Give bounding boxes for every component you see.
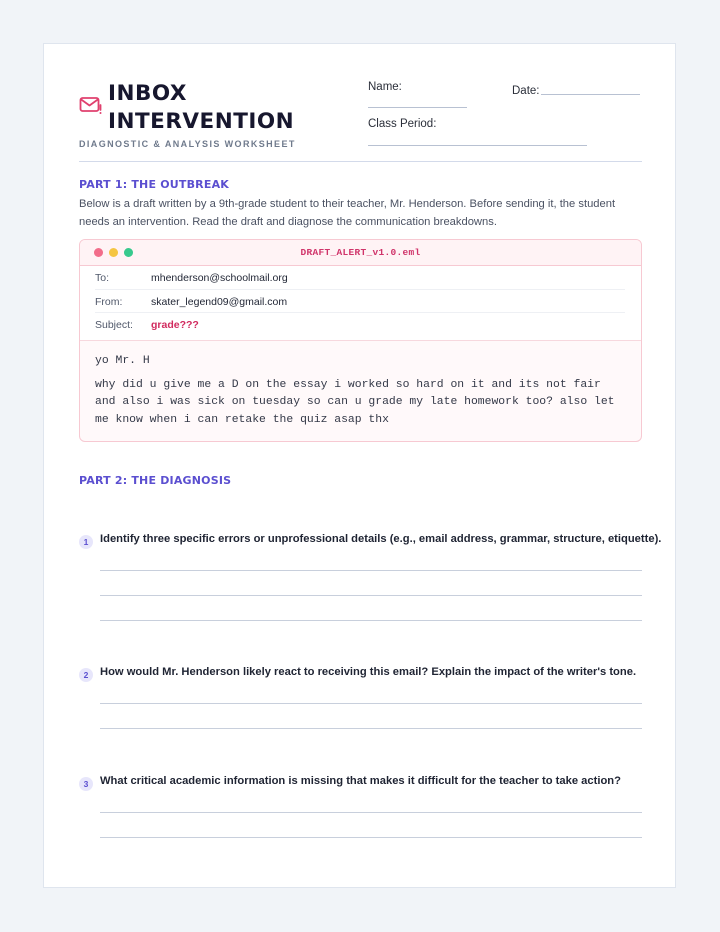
question-number: 3 [79, 777, 93, 791]
part1-intro: Below is a draft written by a 9th-grade student to their teacher, Mr. Henderson. Before sending it, the student needs an intervention. Read the draft and diagnose the communication breakdowns. [79, 198, 616, 228]
answer-line[interactable] [100, 837, 642, 838]
from-address: skater_legend09@gmail.com [151, 295, 288, 308]
answer-line[interactable] [100, 728, 642, 729]
email-to-row [95, 266, 625, 290]
name-field[interactable] [368, 107, 467, 108]
to-label: To: [95, 272, 110, 284]
email-body: why did u give me a D on the essay i worked so hard on it and its not fair and also i was sick on tuesday so can u grade my late homework too? also let me know when i can retake the quiz asap thx [95, 378, 615, 426]
part2-heading: PART 2: THE DIAGNOSIS [79, 474, 232, 487]
email-headers [80, 266, 641, 341]
from-label: From: [95, 295, 123, 308]
part1-heading: PART 1: THE OUTBREAK [79, 178, 230, 191]
answer-line[interactable] [100, 620, 642, 621]
worksheet-title: INBOX INTERVENTION [108, 81, 295, 134]
answer-line[interactable] [100, 570, 642, 571]
answer-line[interactable] [100, 595, 642, 596]
email-filename: DRAFT_ALERT_v1.0.eml [300, 247, 421, 258]
worksheet-page [43, 43, 676, 888]
mail-alert-icon [79, 95, 103, 115]
email-window-bar [80, 240, 641, 266]
worksheet-subtitle: DIAGNOSTIC & ANALYSIS WORKSHEET [79, 139, 296, 149]
question-text: Identify three specific errors or unprofessional details (e.g., email address, grammar, structure, etiquette). [100, 533, 662, 545]
question-number: 2 [79, 668, 93, 682]
subject-text: grade??? [151, 319, 199, 331]
class-period-label: Class Period: [368, 118, 437, 130]
email-greeting: yo Mr. H [95, 355, 150, 367]
to-address: mhenderson@schoolmail.org [151, 272, 288, 284]
email-subject-row [95, 313, 625, 336]
answer-line[interactable] [100, 812, 642, 813]
answer-line[interactable] [100, 703, 642, 704]
class-period-field[interactable] [368, 145, 587, 146]
question-text: How would Mr. Henderson likely react to receiving this email? Explain the impact of the writer's tone. [100, 666, 637, 678]
email-draft-card [79, 239, 642, 442]
subject-label: Subject: [95, 319, 133, 331]
question-number: 1 [79, 535, 93, 549]
question-text: What critical academic information is missing that makes it difficult for the teacher to take action? [100, 775, 621, 787]
name-label: Name: [368, 81, 402, 93]
header-divider [79, 161, 642, 162]
date-field[interactable] [541, 94, 640, 95]
date-label: Date: [512, 85, 540, 97]
email-from-row [95, 290, 625, 314]
